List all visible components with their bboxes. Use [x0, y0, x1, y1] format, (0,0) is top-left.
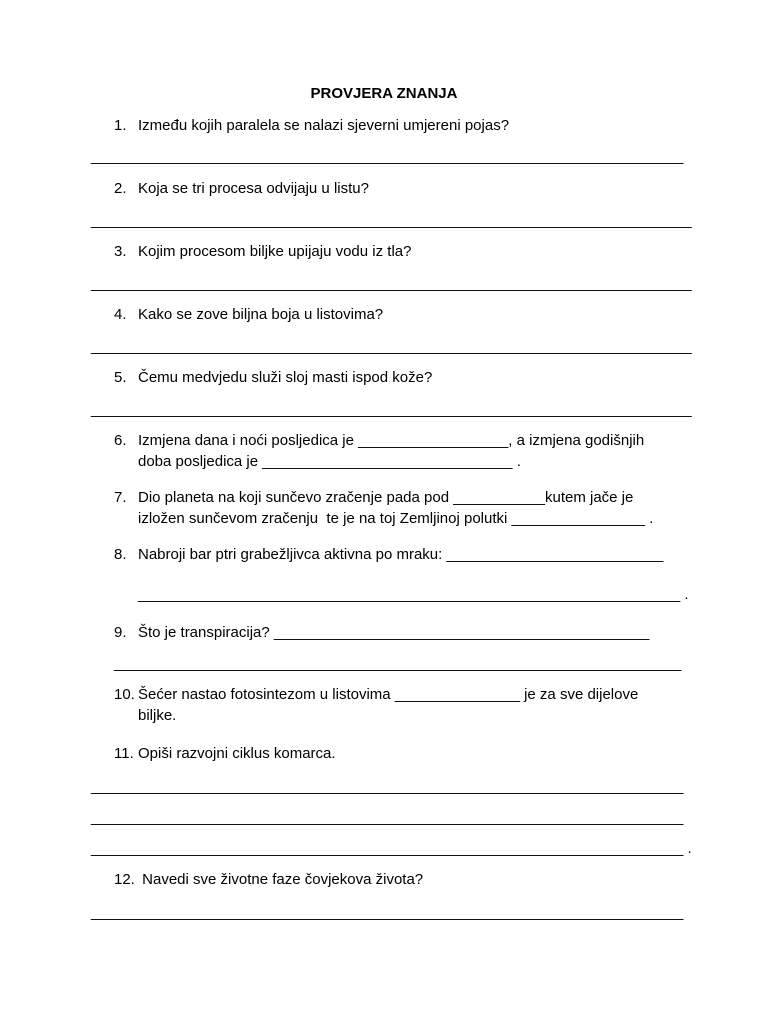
question-11-answer-line-1[interactable]: _______________________________________________________________________	[91, 778, 684, 795]
question-10-text-line-2: biljke.	[138, 707, 177, 724]
question-7-text-line-2: izložen sunčevom zračenju te je na toj Zemljinoj polutki ________________ .	[138, 510, 654, 527]
page-title: PROVJERA ZNANJA	[310, 85, 458, 102]
question-12-text: Navedi sve životne faze čovjekova života?	[138, 871, 424, 888]
question-2-text: Koja se tri procesa odvijaju u listu?	[138, 180, 369, 197]
question-7-number: 7.	[114, 489, 127, 506]
question-1-text: Između kojih paralela se nalazi sjeverni umjereni pojas?	[138, 117, 510, 134]
question-10-text-line-1: Šećer nastao fotosintezom u listovima _______________ je za sve dijelove	[138, 686, 639, 703]
question-5-number: 5.	[114, 369, 127, 386]
question-1-number: 1.	[114, 117, 127, 134]
question-7-text-line-1: Dio planeta na koji sunčevo zračenje pada pod ___________kutem jače je	[138, 489, 634, 506]
question-10-number: 10.	[114, 686, 135, 703]
question-8-text: Nabroji bar ptri grabežljivca aktivna po mraku: __________________________	[138, 546, 664, 563]
question-11-number: 11.	[114, 745, 134, 762]
question-11-answer-line-2[interactable]: _______________________________________________________________________	[91, 809, 684, 826]
question-12-number: 12.	[114, 871, 135, 888]
question-4-number: 4.	[114, 306, 127, 323]
question-4-text: Kako se zove biljna boja u listovima?	[138, 306, 384, 323]
question-5-answer-line[interactable]: ________________________________________________________________________	[91, 401, 692, 418]
question-2-number: 2.	[114, 180, 127, 197]
question-9-text: Što je transpiracija? _____________________________________________	[138, 624, 650, 641]
question-4-answer-line[interactable]: ________________________________________________________________________	[91, 338, 692, 355]
question-6-text-line-2: doba posljedica je ______________________________ .	[138, 453, 521, 470]
question-11-answer-line-3[interactable]: _______________________________________________________________________ .	[91, 840, 692, 857]
question-8-answer-line[interactable]: _________________________________________________________________ .	[138, 586, 689, 603]
question-5-text: Čemu medvjedu služi sloj masti ispod kože?	[138, 369, 433, 386]
question-6-text-line-1: Izmjena dana i noći posljedica je __________________, a izmjena godišnjih	[138, 432, 645, 449]
question-9-answer-line[interactable]: ____________________________________________________________________	[114, 655, 682, 672]
question-12-answer-line[interactable]: _______________________________________________________________________	[91, 904, 684, 921]
question-8-number: 8.	[114, 546, 127, 563]
question-11-text: Opiši razvojni ciklus komarca.	[138, 745, 336, 762]
question-9-number: 9.	[114, 624, 127, 641]
question-3-answer-line[interactable]: ________________________________________________________________________	[91, 275, 692, 292]
question-3-text: Kojim procesom biljke upijaju vodu iz tla?	[138, 243, 412, 260]
question-3-number: 3.	[114, 243, 127, 260]
question-6-number: 6.	[114, 432, 127, 449]
question-2-answer-line[interactable]: ________________________________________________________________________	[91, 212, 692, 229]
question-1-answer-line[interactable]: _______________________________________________________________________	[91, 148, 684, 165]
